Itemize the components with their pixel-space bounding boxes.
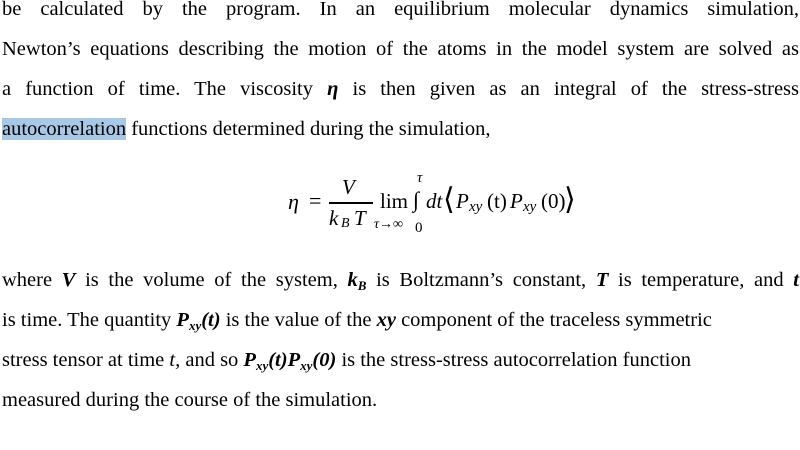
text-run: where [2,269,62,291]
equation-dt: dt [426,189,443,213]
var-p: P [176,309,189,331]
viscosity-equation [0,168,800,248]
text-run: component of the traceless symmetric [395,309,712,331]
var-p2: P [287,349,301,371]
equation-numerator: V [342,175,355,199]
var-p2-sub: xy [300,358,313,373]
paragraph-1-line-1: be calculated by the program. In an equilibrium molecular dynamics simulation, [2,0,799,20]
paragraph-1-line-3 [2,77,799,101]
var-p1-arg: (t) [268,349,288,371]
var-p-arg: (t) [201,309,221,331]
equation-p1-sub: xy [469,199,483,215]
var-t: T [595,269,609,291]
equation-lim: lim [380,189,409,213]
var-v: V [61,269,76,291]
text-run: is the value of the [220,309,377,331]
text-run: is time. The quantity [2,309,177,331]
left-angle-bracket: ⟨ [443,183,455,216]
text-run: functions determined during the simulation, [126,118,491,140]
text-run: is temperature, and [608,269,794,291]
text-run: is the volume of the system, [75,269,348,291]
text-run: is the stress-stress autocorrelation function [336,349,691,371]
var-time-t: t, [169,349,181,371]
text-run: is Boltzmann’s constant, [366,269,596,291]
right-angle-bracket: ⟩ [564,183,576,216]
equation-lim-sub: τ→∞ [374,217,403,232]
text-run: a function of time. The viscosity [2,78,328,100]
equation-lower-limit: 0 [415,220,423,236]
var-k-sub: B [357,278,367,293]
equation-p2-sub: xy [523,199,537,215]
equation-p1: P [456,189,469,213]
equation-eta: η [288,189,299,214]
var-xy: xy [376,309,396,331]
eta-symbol: η [327,78,339,100]
equation-arg2: (0) [541,189,566,213]
paragraph-2-line-3 [2,348,691,372]
equation-p2: P [510,189,523,213]
paragraph-2-line-2 [2,308,712,332]
equation-denominator-t: T [354,206,366,230]
equation-arg1: (t) [487,189,507,213]
selected-text[interactable]: autocorrelation [2,118,127,140]
paragraph-1-line-4 [2,117,490,141]
var-p-sub: xy [188,318,202,333]
text-run: stress tensor at time [2,349,170,371]
var-p1-sub: xy [255,358,269,373]
equation-denominator-sub: B [341,216,350,231]
var-p1: P [243,349,256,371]
integral-symbol: ∫ [413,187,420,212]
paragraph-2-line-4: measured during the course of the simulation. [2,389,378,411]
var-time: t [793,269,799,291]
paragraph-1-line-2: Newton’s equations describing the motion of the atoms in the model system are solved as [2,38,799,60]
text-run: is then given as an integral of the stress-stress [338,78,799,100]
var-p2-arg: (0) [312,349,337,371]
text-run: and so [180,349,244,371]
equation-equals: = [309,188,322,213]
paragraph-2-line-1 [2,268,799,292]
fraction-bar [329,202,373,204]
equation-upper-limit: τ [417,170,423,186]
var-k: k [347,269,358,291]
equation-denominator-k: k [329,206,339,230]
